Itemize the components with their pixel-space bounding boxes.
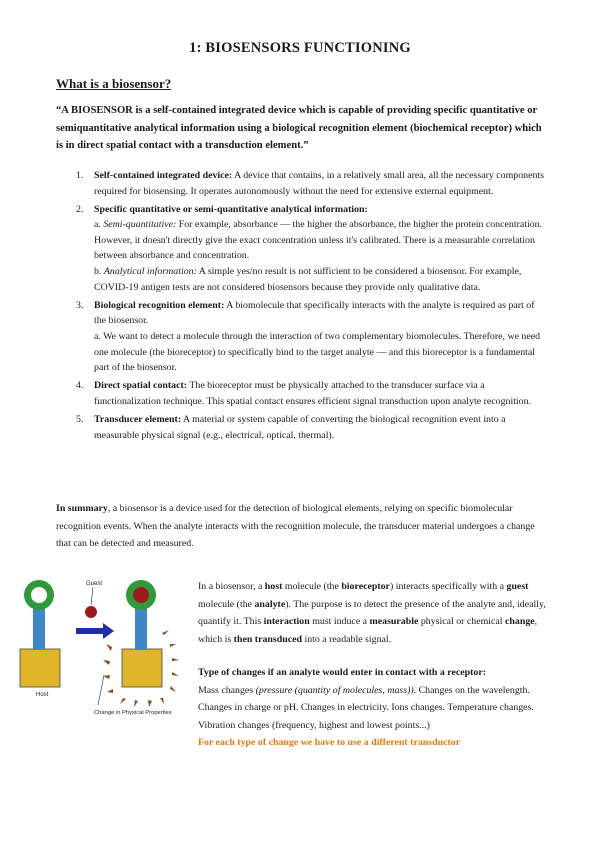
arrow-shaft: [76, 628, 104, 634]
changes-paragraph: Mass changes (pressure (quantity of molecules, mass)). Changes on the wavelength. Changes in charge or pH. Changes in electricity. Ions changes. Temperature changes. Vibration changes (frequency, highest and lowest points...): [198, 684, 534, 731]
bound-stem: [135, 605, 147, 650]
guest-label: Guest: [86, 581, 103, 587]
change-pointer: [98, 675, 104, 705]
list-item: 1. Self-contained integrated device: A device that contains, in a relatively small area, all the necessary components required for biosensing. It operates autonomously without the need for extensive external equipment.: [76, 170, 545, 197]
sub-item: a. We want to detect a molecule through the interaction of two complementary biomolecules. Therefore, we need one molecule (the bioreceptor) to specifically bind to the target analyte — and this bioreceptor is a fundamental part of the biosensor.: [94, 330, 541, 374]
page-title: 1: BIOSENSORS FUNCTIONING: [189, 40, 411, 56]
sub-item: a. Semi-quantitative: For example, absorbance — the higher the absorbance, the higher the protein concentration. However, it doesn't directly give the exact concentration unless it's calibrated. There is a measurable correlation between absorbance and concentration.: [94, 219, 543, 262]
criterion-term: Transducer element:: [94, 413, 182, 425]
change-label: Change in Physical Properties: [94, 710, 172, 716]
summary-paragraph: In summary, a biosensor is a device used for the detection of biological elements, relying on specific biomolecular recognition events. When the analyte interacts with the recognition molecule, the transducer material undergoes a change that can be detected and measured.: [56, 503, 535, 549]
section-heading: What is a biosensor?: [56, 76, 172, 91]
changes-heading: Type of changes if an analyte would enter in contact with a receptor:: [198, 667, 486, 678]
biosensor-definition: “A BIOSENSOR is a self-contained integrated device which is capable of providing specific quantitative or semiquantitative analytical information using a biological recognition element (biochemical receptor) which is in direct spatial contact with a transduction element.”: [56, 105, 542, 151]
criterion-term: Self-contained integrated device:: [94, 170, 233, 181]
arrow-head: [103, 623, 114, 639]
guest-pointer: [91, 587, 93, 605]
list-item: 3. Biological recognition element: A biomolecule that specifically interacts with the analyte is required as part of the biosensor. a. We want to detect a molecule through the interaction of two complementary biomolecules. Therefore, we need one molecule (the bioreceptor) to specifically bind to the target analyte — and this bioreceptor is a fundamental part of the biosensor.: [56, 298, 546, 376]
guest-molecule: [85, 606, 97, 618]
list-item: 2. Specific quantitative or semi-quantitative analytical information: a. Semi-quantitative: For example, absorbance — the higher the absorbance, the higher the protein concentration. However, it doesn't directly give the exact concentration unless it's calibrated. There is a measurable correlation between absorbance and concentration. b. Analytical information: A simple yes/no result is not sufficient to be considered a biosensor. For example, COVID-19 antigen tests are not considered biosensors because they provide only qualitative data.: [56, 202, 546, 296]
criteria-list: [56, 168, 546, 446]
bound-guest: [133, 587, 149, 603]
host-receptor-pocket: [31, 587, 47, 603]
transducer-note: For each type of change we have to use a different transductor: [198, 737, 461, 748]
host-label: Host: [36, 692, 49, 698]
criterion-term: Biological recognition element:: [94, 299, 225, 311]
criterion-term: Specific quantitative or semi-quantitative analytical information:: [94, 203, 368, 215]
biosensor-diagram: [14, 565, 194, 725]
sub-item: b. Analytical information: A simple yes/no result is not sufficient to be considered a biosensor. For example, COVID-19 antigen tests are not considered biosensors because they provide only qualitative data.: [94, 266, 522, 293]
host-guest-paragraph: In a biosensor, a host molecule (the bioreceptor) interacts specifically with a guest molecule (the analyte). The purpose is to detect the presence of the analyte and, ideally, quantify it. This interaction must induce a measurable physical or chemical change, which is then transduced into a readable signal.: [198, 581, 546, 645]
criterion-term: Direct spatial contact:: [94, 380, 188, 392]
host-base: [20, 649, 60, 687]
bound-base: [122, 649, 162, 687]
host-stem: [33, 605, 45, 650]
list-item: 5. Transducer element: A material or system capable of converting the biological recognition event into a measurable physical signal (e.g., electrical, optical, thermal).: [76, 413, 506, 441]
figure-explanation: [198, 578, 548, 752]
list-item: 4. Direct spatial contact: The bioreceptor must be physically attached to the transducer surface via a functionalization technique. This spatial contact ensures efficient signal transduction upon analyte recognition.: [76, 380, 532, 407]
